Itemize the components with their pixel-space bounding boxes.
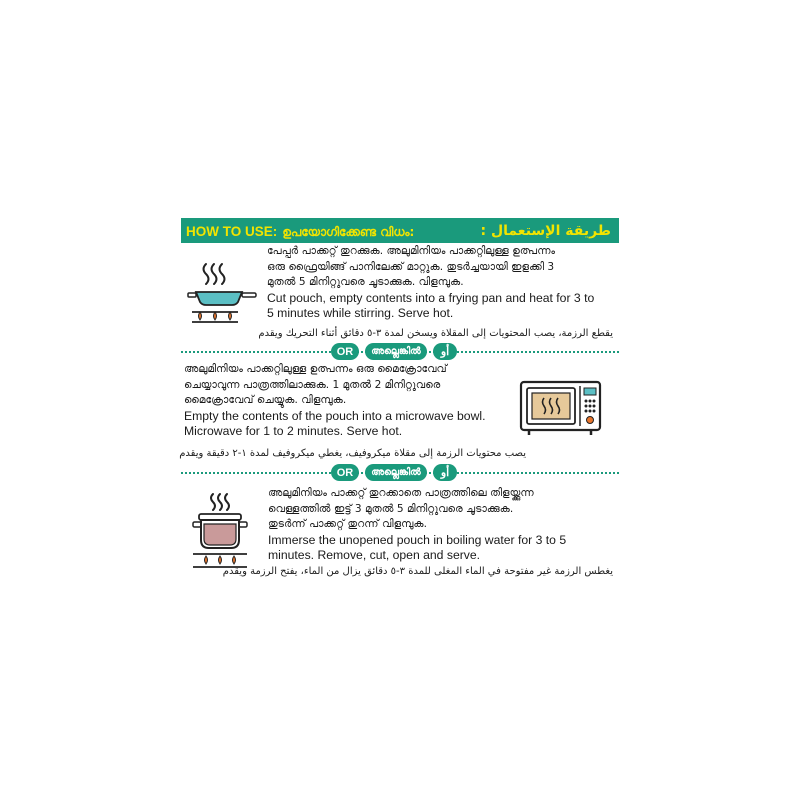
section-2-ml-line: അലുമിനിയം പാക്കറ്റിലുള്ള ഉത്പന്നം ഒരു മൈക്രോവേവ് — [184, 363, 447, 375]
or-badge-ar: أو — [433, 343, 457, 360]
section-3-en-line: minutes. Remove, cut, open and serve. — [268, 548, 481, 562]
or-badge-en: OR — [331, 343, 359, 360]
section-1-ar-line: يقطع الرزمة، يصب المحتويات إلى المقلاة ويسخن لمدة ٣-٥ دقائق أثناء التحريك ويقدم — [258, 328, 613, 339]
section-2-en-line: Microwave for 1 to 2 minutes. Serve hot. — [184, 424, 403, 438]
section-2-en-line: Empty the contents of the pouch into a microwave bowl. — [184, 408, 486, 423]
section-1-en-line: Cut pouch, empty contents into a frying pan and heat for 3 to — [267, 290, 595, 305]
section-2-ml-line: മൈക്രോവേവ് ചെയ്യുക. വിളമ്പുക. — [184, 394, 347, 406]
section-3-ml-line: വെള്ളത്തിൽ ഇട്ട് 3 മുതൽ 5 മിനിറ്റുവരെ ചൂടാക്കുക. — [268, 502, 514, 515]
section-3-ml-line: അലുമിനിയം പാക്കറ്റ് തുറക്കാതെ പാത്രത്തിലെ തിളയ്ക്കുന്ന — [268, 487, 534, 499]
section-1-en-line: 5 minutes while stirring. Serve hot. — [267, 306, 454, 320]
section-2-ar-line: يصب محتويات الرزمة إلى مقلاة ميكروفيف، يغطي ميكروفيف لمدة ١-٢ دقيقة ويقدم — [179, 448, 526, 459]
header-title-en: HOW TO USE: — [186, 224, 278, 239]
or-separator — [181, 342, 619, 362]
microwave-icon — [519, 380, 602, 438]
or-badge-en: OR — [331, 464, 359, 481]
section-3-text — [268, 486, 618, 564]
section-3-en-line: Immerse the unopened pouch in boiling water for 3 to 5 — [268, 532, 567, 547]
or-badge-ml: അല്ലെങ്കിൽ — [365, 464, 427, 481]
section-1-text — [267, 244, 617, 322]
section-1-ml-line: പേപ്പർ പാക്കറ്റ് തുറക്കുക. അലുമിനിയം പാക്കറ്റിലുള്ള ഉത്പന്നം — [267, 245, 556, 257]
or-badge-ar: أو — [433, 464, 457, 481]
section-3-ar-line: يغطس الرزمة غير مفتوحة في الماء المغلى للمدة ٣-٥ دقائق يزال من الماء، يفتح الرزمة ويقدم — [222, 566, 613, 577]
or-badge-ml: അല്ലെങ്കിൽ — [365, 343, 427, 360]
section-2-ml-line: ചെയ്യാവുന്ന പാത്രത്തിലാക്കുക. 1 മുതൽ 2 മിനിറ്റുവരെ — [184, 378, 441, 391]
or-separator — [181, 463, 619, 483]
boiling-pot-icon — [189, 490, 251, 572]
section-3-ml-line: തുടർന്ന് പാക്കറ്റ് തുറന്ന് വിളമ്പുക. — [268, 518, 427, 530]
section-2-text — [184, 362, 524, 440]
section-1-ml-line: മുതൽ 5 മിനിറ്റുവരെ ചൂടാക്കുക. വിളമ്പുക. — [267, 276, 464, 288]
header-title-en-ml — [186, 221, 414, 240]
frying-pan-icon — [186, 262, 258, 328]
header-bar — [181, 218, 619, 243]
header-title-ml: ഉപയോഗിക്കേണ്ട വിധം: — [282, 225, 415, 239]
header-title-ar: طريقة الإستعمال : — [480, 222, 611, 239]
section-1-ml-line: ഒരു ഫ്രൈയിങ്ങ് പാനിലേക്ക് മാറ്റുക. തുടർച്ചയായി ഇളക്കി 3 — [267, 260, 555, 273]
